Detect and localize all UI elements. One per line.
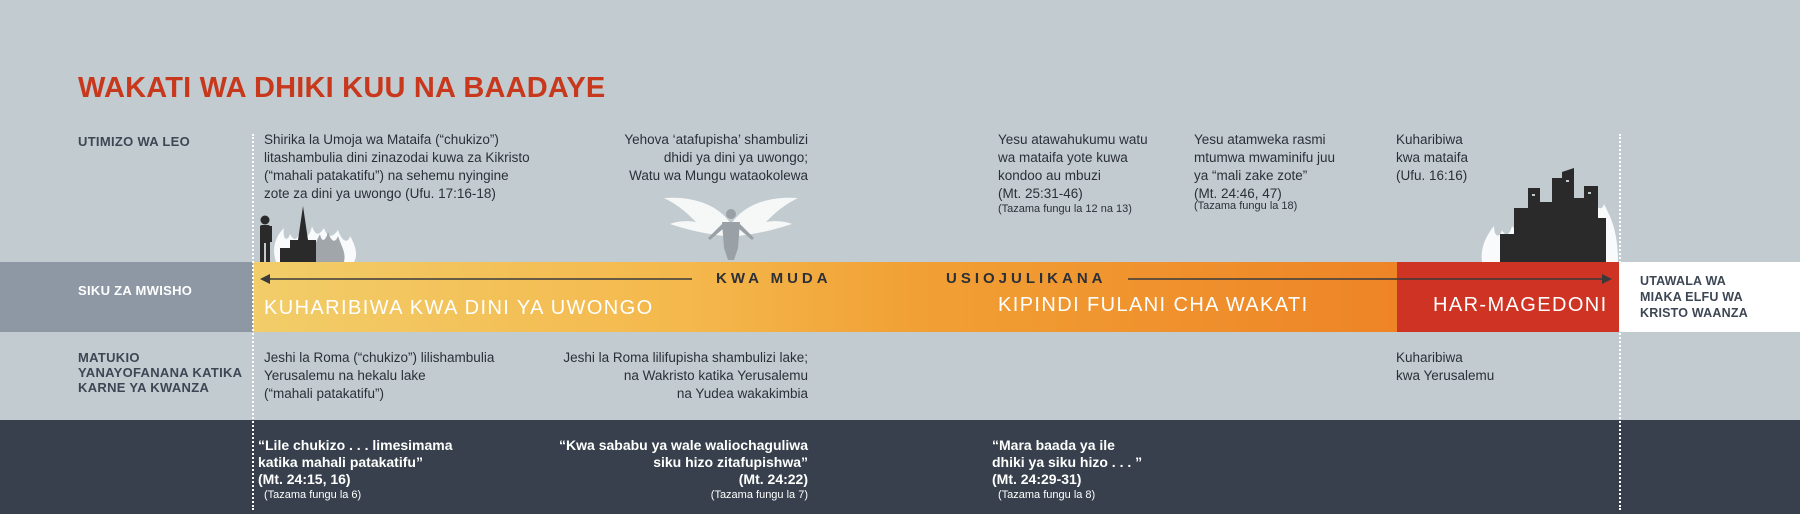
event-rome-attack: Jeshi la Roma (“chukizo”) lilishambulia Yerusalemu na hekalu lake (“mahali patakatifu”) (264, 350, 495, 401)
angel-illustration (662, 192, 800, 262)
timeline-start-marker (252, 134, 254, 510)
event-jerusalem-destroyed: Kuharibiwa kwa Yerusalemu (1396, 350, 1495, 383)
event-attack-cut-short: Yehova ‘atafupisha’ shambulizi dhidi ya dini ya uwongo; Watu wa Mungu wataokolewa (624, 132, 808, 183)
event-faithful-slave-appointed: Yesu atamweka rasmi mtumwa mwaminifu juu ya “mali zake zote” (Mt. 24:46, 47) (1194, 132, 1336, 201)
ref-paragraph-8: (Tazama fungu la 8) (998, 489, 1096, 501)
quote-days-cut-short: “Kwa sababu ya wale waliochaguliwa siku hizo zitafupishwa” (Mt. 24:22) (559, 437, 808, 487)
unknown-duration-label: USIOJULIKANA (946, 270, 1107, 287)
band-label-armageddon: HAR-MAGEDONI (1433, 294, 1608, 316)
quote-disgusting-thing: “Lile chukizo . . . limesimama katika mahali patakatifu” (Mt. 24:15, 16) (258, 437, 453, 487)
ref-paragraph-7: (Tazama fungu la 7) (710, 489, 808, 501)
timeline-end-marker (1619, 134, 1621, 510)
ref-paragraph-12-13: (Tazama fungu la 12 na 13) (998, 203, 1132, 215)
soldier-church-fire-illustration (254, 200, 364, 262)
burning-city-illustration (1478, 168, 1620, 262)
time-span-arrow (260, 270, 1620, 288)
event-nations-destroyed: Kuharibiwa kwa mataifa (Ufu. 16:16) (1396, 132, 1469, 183)
row-label-utimizo: UTIMIZO WA LEO (78, 134, 191, 149)
event-sheep-goats-judgment: Yesu atawahukumu watu wa mataifa yote kuwa kondoo au mbuzi (Mt. 25:31-46) (998, 132, 1148, 201)
row-label-siku-za-mwisho: SIKU ZA MWISHO (78, 283, 193, 298)
quote-after-tribulation: “Mara baada ya ile dhiki ya siku hizo . . . ” (Mt. 24:29-31) (992, 437, 1143, 487)
ref-paragraph-18: (Tazama fungu la 18) (1194, 200, 1298, 212)
row-label-matukio: MATUKIO YANAYOFANANA KATIKA KARNE YA KWANZA (78, 350, 243, 395)
chart-title: WAKATI WA DHIKI KUU NA BAADAYE (78, 72, 606, 104)
band-label-false-religion-destroyed: KUHARIBIWA KWA DINI YA UWONGO (264, 297, 654, 319)
for-a-time-label: KWA MUDA (716, 270, 832, 287)
ref-paragraph-6: (Tazama fungu la 6) (264, 489, 362, 501)
event-rome-cut-short: Jeshi la Roma lilifupisha shambulizi lake; na Wakristo katika Yerusalemu na Yudea wakakimbia (563, 350, 808, 401)
band-label-period-of-time: KIPINDI FULANI CHA WAKATI (998, 294, 1309, 316)
event-un-attack: Shirika la Umoja wa Mataifa (“chukizo”) litashambulia dini zinazodai kuwa za Kikristo (“mahali patakatifu”) na sehemu nyingine zote za dini ya uwongo (Ufu. 17:16-18) (264, 132, 530, 201)
millennium-rule-label: UTAWALA WA MIAKA ELFU WA KRISTO WAANZA (1640, 274, 1748, 320)
